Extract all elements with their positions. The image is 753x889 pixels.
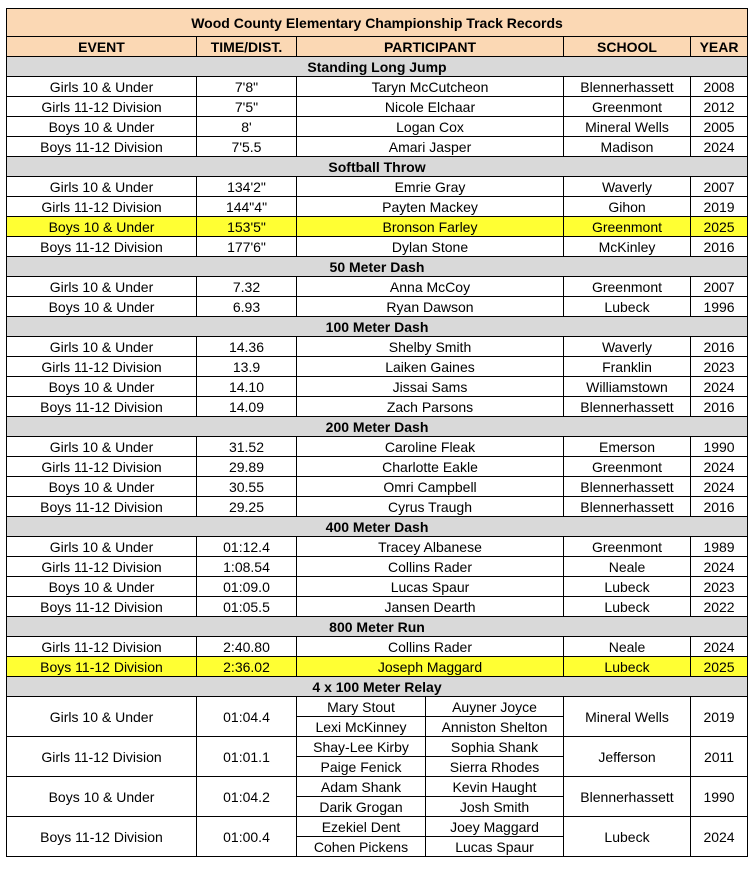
- time-cell: 144"4": [197, 197, 297, 217]
- school-cell: Mineral Wells: [564, 117, 691, 137]
- school-cell: Mineral Wells: [564, 697, 691, 737]
- participant-cell: Amari Jasper: [297, 137, 564, 157]
- event-cell: Boys 11-12 Division: [7, 657, 197, 677]
- participant-cell: Omri Campbell: [297, 477, 564, 497]
- event-cell: Boys 10 & Under: [7, 377, 197, 397]
- event-cell: Boys 10 & Under: [7, 217, 197, 237]
- record-row: [7, 377, 748, 397]
- year-cell: 2024: [691, 457, 748, 477]
- section-header-row: [7, 317, 748, 337]
- time-cell: 7'5.5: [197, 137, 297, 157]
- record-row: [7, 177, 748, 197]
- participant-cell: Collins Rader: [297, 637, 564, 657]
- relay-participant-cell: Adam Shank: [297, 777, 426, 797]
- record-row: [7, 277, 748, 297]
- school-cell: Neale: [564, 637, 691, 657]
- time-cell: 01:09.0: [197, 577, 297, 597]
- relay-participant-cell: Darik Grogan: [297, 797, 426, 817]
- time-cell: 7'8": [197, 77, 297, 97]
- event-cell: Girls 10 & Under: [7, 277, 197, 297]
- school-cell: Williamstown: [564, 377, 691, 397]
- time-cell: 29.25: [197, 497, 297, 517]
- school-cell: Lubeck: [564, 577, 691, 597]
- school-cell: Greenmont: [564, 457, 691, 477]
- participant-cell: Cyrus Traugh: [297, 497, 564, 517]
- year-cell: 2007: [691, 277, 748, 297]
- record-row: [7, 117, 748, 137]
- school-cell: Jefferson: [564, 737, 691, 777]
- section-title: 4 x 100 Meter Relay: [7, 677, 748, 697]
- year-cell: 1989: [691, 537, 748, 557]
- header-time: TIME/DIST.: [197, 37, 297, 57]
- record-row: [7, 137, 748, 157]
- participant-cell: Tracey Albanese: [297, 537, 564, 557]
- section-header-row: [7, 57, 748, 77]
- event-cell: Girls 11-12 Division: [7, 457, 197, 477]
- participant-cell: Joseph Maggard: [297, 657, 564, 677]
- year-cell: 1996: [691, 297, 748, 317]
- record-row: [7, 77, 748, 97]
- year-cell: 2007: [691, 177, 748, 197]
- page-title: Wood County Elementary Championship Track Records: [7, 9, 748, 37]
- header-row: [7, 37, 748, 57]
- year-cell: 2008: [691, 77, 748, 97]
- school-cell: Franklin: [564, 357, 691, 377]
- section-header-row: [7, 257, 748, 277]
- school-cell: Lubeck: [564, 597, 691, 617]
- event-cell: Girls 10 & Under: [7, 177, 197, 197]
- year-cell: 2024: [691, 557, 748, 577]
- relay-participant-cell: Auyner Joyce: [426, 697, 564, 717]
- record-row: [7, 197, 748, 217]
- event-cell: Boys 10 & Under: [7, 477, 197, 497]
- record-row: [7, 597, 748, 617]
- relay-participant-cell: Sophia Shank: [426, 737, 564, 757]
- event-cell: Boys 11-12 Division: [7, 497, 197, 517]
- year-cell: 2022: [691, 597, 748, 617]
- relay-participant-cell: Mary Stout: [297, 697, 426, 717]
- school-cell: Emerson: [564, 437, 691, 457]
- header-school: SCHOOL: [564, 37, 691, 57]
- participant-cell: Bronson Farley: [297, 217, 564, 237]
- participant-cell: Emrie Gray: [297, 177, 564, 197]
- record-row: [7, 97, 748, 117]
- header-event: EVENT: [7, 37, 197, 57]
- participant-cell: Payten Mackey: [297, 197, 564, 217]
- relay-participant-cell: Lexi McKinney: [297, 717, 426, 737]
- time-cell: 13.9: [197, 357, 297, 377]
- school-cell: Lubeck: [564, 297, 691, 317]
- participant-cell: Collins Rader: [297, 557, 564, 577]
- school-cell: Neale: [564, 557, 691, 577]
- participant-cell: Laiken Gaines: [297, 357, 564, 377]
- time-cell: 01:12.4: [197, 537, 297, 557]
- relay-participant-cell: Josh Smith: [426, 797, 564, 817]
- participant-cell: Shelby Smith: [297, 337, 564, 357]
- year-cell: 2024: [691, 377, 748, 397]
- section-header-row: [7, 157, 748, 177]
- year-cell: 2005: [691, 117, 748, 137]
- school-cell: Greenmont: [564, 217, 691, 237]
- time-cell: 1:08.54: [197, 557, 297, 577]
- relay-row: [7, 777, 748, 797]
- year-cell: 2016: [691, 497, 748, 517]
- school-cell: McKinley: [564, 237, 691, 257]
- school-cell: Blennerhassett: [564, 477, 691, 497]
- relay-participant-cell: Cohen Pickens: [297, 837, 426, 857]
- relay-row: [7, 737, 748, 757]
- record-row: [7, 397, 748, 417]
- records-table: [6, 8, 748, 857]
- participant-cell: Zach Parsons: [297, 397, 564, 417]
- year-cell: 2019: [691, 197, 748, 217]
- event-cell: Boys 11-12 Division: [7, 597, 197, 617]
- relay-participant-cell: Shay-Lee Kirby: [297, 737, 426, 757]
- event-cell: Girls 11-12 Division: [7, 97, 197, 117]
- participant-cell: Jansen Dearth: [297, 597, 564, 617]
- school-cell: Greenmont: [564, 97, 691, 117]
- year-cell: 2025: [691, 217, 748, 237]
- year-cell: 2016: [691, 237, 748, 257]
- event-cell: Boys 10 & Under: [7, 117, 197, 137]
- year-cell: 2024: [691, 137, 748, 157]
- year-cell: 2011: [691, 737, 748, 777]
- school-cell: Blennerhassett: [564, 77, 691, 97]
- record-row-highlighted: [7, 657, 748, 677]
- header-participant: PARTICIPANT: [297, 37, 564, 57]
- year-cell: 2024: [691, 817, 748, 857]
- time-cell: 134'2": [197, 177, 297, 197]
- section-title: 100 Meter Dash: [7, 317, 748, 337]
- section-title: Standing Long Jump: [7, 57, 748, 77]
- record-row: [7, 337, 748, 357]
- event-cell: Girls 10 & Under: [7, 437, 197, 457]
- record-row: [7, 297, 748, 317]
- time-cell: 14.10: [197, 377, 297, 397]
- relay-participant-cell: Lucas Spaur: [426, 837, 564, 857]
- year-cell: 1990: [691, 437, 748, 457]
- school-cell: Lubeck: [564, 657, 691, 677]
- event-cell: Boys 11-12 Division: [7, 237, 197, 257]
- section-header-row: [7, 517, 748, 537]
- year-cell: 2016: [691, 397, 748, 417]
- record-row: [7, 577, 748, 597]
- event-cell: Girls 11-12 Division: [7, 557, 197, 577]
- event-cell: Boys 10 & Under: [7, 577, 197, 597]
- time-cell: 7'5": [197, 97, 297, 117]
- participant-cell: Jissai Sams: [297, 377, 564, 397]
- year-cell: 1990: [691, 777, 748, 817]
- time-cell: 153'5": [197, 217, 297, 237]
- record-row: [7, 497, 748, 517]
- section-header-row: [7, 677, 748, 697]
- time-cell: 2:36.02: [197, 657, 297, 677]
- time-cell: 2:40.80: [197, 637, 297, 657]
- section-title: 200 Meter Dash: [7, 417, 748, 437]
- school-cell: Greenmont: [564, 277, 691, 297]
- year-cell: 2025: [691, 657, 748, 677]
- participant-cell: Caroline Fleak: [297, 437, 564, 457]
- record-row-highlighted: [7, 217, 748, 237]
- relay-participant-cell: Kevin Haught: [426, 777, 564, 797]
- record-row: [7, 457, 748, 477]
- relay-participant-cell: Ezekiel Dent: [297, 817, 426, 837]
- record-row: [7, 537, 748, 557]
- section-header-row: [7, 617, 748, 637]
- event-cell: Boys 11-12 Division: [7, 397, 197, 417]
- year-cell: 2019: [691, 697, 748, 737]
- event-cell: Boys 11-12 Division: [7, 137, 197, 157]
- record-row: [7, 237, 748, 257]
- school-cell: Blennerhassett: [564, 497, 691, 517]
- year-cell: 2012: [691, 97, 748, 117]
- event-cell: Girls 11-12 Division: [7, 737, 197, 777]
- time-cell: 01:04.2: [197, 777, 297, 817]
- relay-participant-cell: Joey Maggard: [426, 817, 564, 837]
- year-cell: 2023: [691, 357, 748, 377]
- record-row: [7, 437, 748, 457]
- time-cell: 01:04.4: [197, 697, 297, 737]
- time-cell: 14.36: [197, 337, 297, 357]
- event-cell: Boys 11-12 Division: [7, 817, 197, 857]
- event-cell: Girls 10 & Under: [7, 77, 197, 97]
- record-row: [7, 357, 748, 377]
- title-row: [7, 9, 748, 37]
- record-row: [7, 637, 748, 657]
- year-cell: 2024: [691, 477, 748, 497]
- event-cell: Boys 10 & Under: [7, 777, 197, 817]
- time-cell: 14.09: [197, 397, 297, 417]
- school-cell: Lubeck: [564, 817, 691, 857]
- time-cell: 177'6": [197, 237, 297, 257]
- time-cell: 01:05.5: [197, 597, 297, 617]
- section-title: 50 Meter Dash: [7, 257, 748, 277]
- records-body: [7, 9, 748, 857]
- event-cell: Girls 11-12 Division: [7, 197, 197, 217]
- time-cell: 29.89: [197, 457, 297, 477]
- relay-row: [7, 817, 748, 837]
- relay-participant-cell: Paige Fenick: [297, 757, 426, 777]
- record-row: [7, 557, 748, 577]
- year-cell: 2024: [691, 637, 748, 657]
- section-title: Softball Throw: [7, 157, 748, 177]
- participant-cell: Taryn McCutcheon: [297, 77, 564, 97]
- time-cell: 31.52: [197, 437, 297, 457]
- event-cell: Girls 10 & Under: [7, 537, 197, 557]
- year-cell: 2016: [691, 337, 748, 357]
- school-cell: Madison: [564, 137, 691, 157]
- school-cell: Gihon: [564, 197, 691, 217]
- participant-cell: Ryan Dawson: [297, 297, 564, 317]
- school-cell: Waverly: [564, 337, 691, 357]
- relay-row: [7, 697, 748, 717]
- year-cell: 2023: [691, 577, 748, 597]
- participant-cell: Nicole Elchaar: [297, 97, 564, 117]
- header-year: YEAR: [691, 37, 748, 57]
- relay-participant-cell: Sierra Rhodes: [426, 757, 564, 777]
- time-cell: 01:00.4: [197, 817, 297, 857]
- time-cell: 8': [197, 117, 297, 137]
- participant-cell: Dylan Stone: [297, 237, 564, 257]
- relay-participant-cell: Anniston Shelton: [426, 717, 564, 737]
- time-cell: 7.32: [197, 277, 297, 297]
- time-cell: 30.55: [197, 477, 297, 497]
- section-title: 800 Meter Run: [7, 617, 748, 637]
- event-cell: Boys 10 & Under: [7, 297, 197, 317]
- event-cell: Girls 11-12 Division: [7, 357, 197, 377]
- school-cell: Waverly: [564, 177, 691, 197]
- time-cell: 01:01.1: [197, 737, 297, 777]
- time-cell: 6.93: [197, 297, 297, 317]
- event-cell: Girls 11-12 Division: [7, 637, 197, 657]
- school-cell: Blennerhassett: [564, 397, 691, 417]
- section-header-row: [7, 417, 748, 437]
- event-cell: Girls 10 & Under: [7, 337, 197, 357]
- record-row: [7, 477, 748, 497]
- school-cell: Blennerhassett: [564, 777, 691, 817]
- participant-cell: Lucas Spaur: [297, 577, 564, 597]
- school-cell: Greenmont: [564, 537, 691, 557]
- participant-cell: Anna McCoy: [297, 277, 564, 297]
- participant-cell: Logan Cox: [297, 117, 564, 137]
- participant-cell: Charlotte Eakle: [297, 457, 564, 477]
- event-cell: Girls 10 & Under: [7, 697, 197, 737]
- section-title: 400 Meter Dash: [7, 517, 748, 537]
